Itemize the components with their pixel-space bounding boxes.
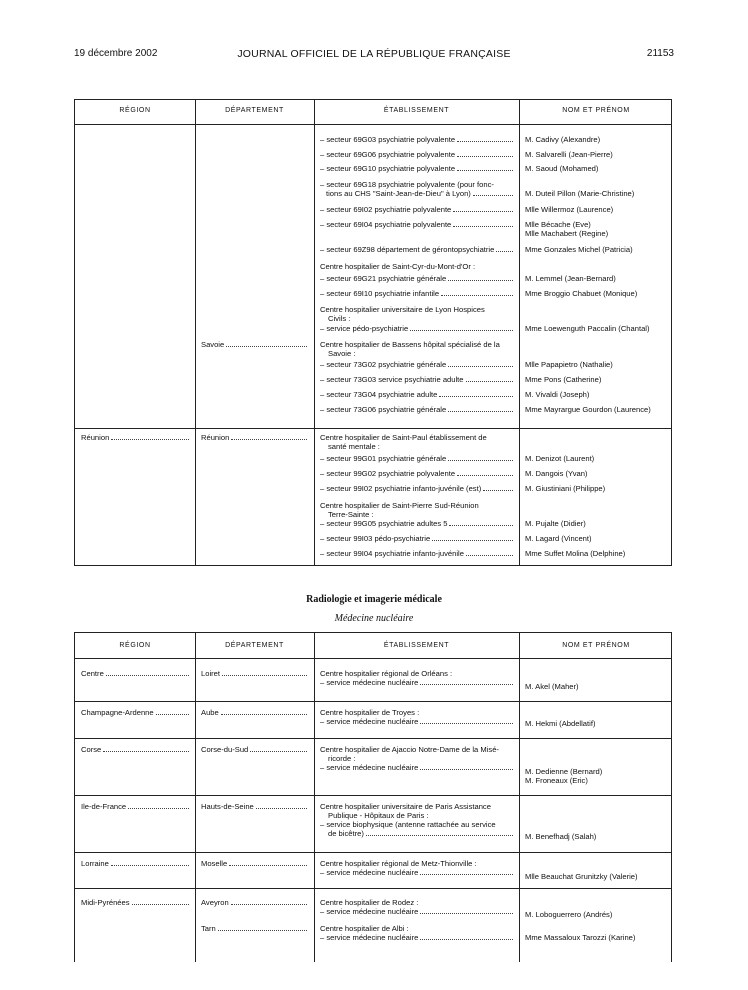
leader-dots <box>156 708 189 715</box>
etablissement-cell: Centre hospitalier de Saint-Pierre Sud-Réunion <box>320 501 479 510</box>
etablissement-cell <box>320 274 515 283</box>
name-cell: M. Saoud (Mohamed) <box>525 164 599 173</box>
etablissement-cell-cont-text: – service médecine nucléaire <box>320 763 419 772</box>
leader-dots <box>103 745 189 752</box>
etablissement-cell: – secteur 69G18 psychiatrie polyvalente (pour fonc- <box>320 180 494 189</box>
leader-dots <box>483 484 513 491</box>
departement-cell <box>201 898 309 907</box>
etablissement-cell: Centre hospitalier de Albi : <box>320 924 409 933</box>
column-header-etablissement: ÉTABLISSEMENT <box>383 642 450 649</box>
column-header-etablissement: ÉTABLISSEMENT <box>383 107 450 114</box>
departement-cell-text: Loiret <box>201 669 220 678</box>
etablissement-cell: Centre hospitalier de Saint-Paul établissement de <box>320 433 487 442</box>
etablissement-cell: Centre hospitalier universitaire de Lyon Hospices <box>320 305 485 314</box>
region-cell <box>81 898 191 907</box>
leader-dots <box>231 898 307 905</box>
etablissement-cell-text: – secteur 73G06 psychiatrie générale <box>320 405 447 414</box>
name-cell: M. Lemmel (Jean-Bernard) <box>525 274 616 283</box>
leader-dots <box>128 802 189 809</box>
etablissement-cell-cont: Savoie : <box>328 349 356 358</box>
name-cell: M. Froneaux (Eric) <box>525 776 588 785</box>
etablissement-cell-cont <box>320 933 515 942</box>
etablissement-cell <box>320 534 515 543</box>
column-header-region: RÉGION <box>119 642 151 649</box>
name-cell: Mme Loewenguth Paccalin (Chantal) <box>525 324 650 333</box>
leader-dots <box>448 274 513 281</box>
region-cell-text: Corse <box>81 745 102 754</box>
etablissement-cell: Centre hospitalier universitaire de Paris Assistance <box>320 802 491 811</box>
region-cell-text: Midi-Pyrénées <box>81 898 130 907</box>
leader-dots <box>366 829 513 836</box>
departement-cell-text: Réunion <box>201 433 230 442</box>
leader-dots <box>473 189 513 196</box>
region-cell-text: Champagne-Ardenne <box>81 708 154 717</box>
etablissement-cell-cont-text: de bicêtre) <box>328 829 364 838</box>
etablissement-cell <box>320 245 515 254</box>
region-cell <box>81 745 191 754</box>
etablissement-cell-text: – secteur 73G02 psychiatrie générale <box>320 360 447 369</box>
leader-dots <box>457 135 513 142</box>
leader-dots <box>457 469 513 476</box>
etablissement-cell <box>320 469 515 478</box>
etablissement-cell-cont <box>320 907 515 916</box>
etablissement-cell-cont <box>320 868 515 877</box>
etablissement-cell: Centre hospitalier régional de Orléans : <box>320 669 453 678</box>
departement-cell <box>201 924 309 933</box>
name-cell: M. Benefhadj (Salah) <box>525 832 597 841</box>
etablissement-cell-cont: – service biophysique (antenne rattachée au service <box>320 820 496 829</box>
etablissement-cell <box>320 205 515 214</box>
name-cell: Mme Pons (Catherine) <box>525 375 602 384</box>
departement-cell-text: Moselle <box>201 859 228 868</box>
leader-dots <box>106 669 189 676</box>
region-cell <box>81 859 191 868</box>
region-cell-text: Ile-de-France <box>81 802 127 811</box>
etablissement-cell-text: – secteur 69G10 psychiatrie polyvalente <box>320 164 456 173</box>
name-cell: M. Lagard (Vincent) <box>525 534 592 543</box>
name-cell: M. Salvarelli (Jean-Pierre) <box>525 150 613 159</box>
departement-cell <box>201 669 309 678</box>
leader-dots <box>420 717 513 724</box>
name-cell: Mme Gonzales Michel (Patricia) <box>525 245 633 254</box>
etablissement-cell-text: – secteur 99I02 psychiatrie infanto-juvénile (est) <box>320 484 482 493</box>
leader-dots <box>250 745 307 752</box>
etablissement-cell-cont <box>328 829 515 838</box>
region-cell <box>81 669 191 678</box>
column-header-departement: DÉPARTEMENT <box>225 642 284 649</box>
name-cell: Mme Mayrargue Gourdon (Laurence) <box>525 405 651 414</box>
leader-dots <box>457 164 513 171</box>
name-cell: Mlle Bécache (Eve) <box>525 220 591 229</box>
leader-dots <box>222 669 307 676</box>
etablissement-cell-text: – secteur 69I02 psychiatrie polyvalente <box>320 205 452 214</box>
leader-dots <box>448 454 513 461</box>
etablissement-cell-cont: ricorde : <box>328 754 356 763</box>
etablissement-cell-text: – secteur 69G06 psychiatrie polyvalente <box>320 150 456 159</box>
etablissement-cell <box>320 375 515 384</box>
region-cell-text: Réunion <box>81 433 110 442</box>
leader-dots <box>226 340 307 347</box>
etablissement-cell <box>320 360 515 369</box>
name-cell: M. Akel (Maher) <box>525 682 579 691</box>
name-cell: M. Vivaldi (Joseph) <box>525 390 590 399</box>
etablissement-cell-cont <box>320 717 515 726</box>
leader-dots <box>448 360 513 367</box>
etablissement-cell-text: – secteur 69Z98 département de gérontopsychiatrie <box>320 245 495 254</box>
etablissement-cell <box>320 135 515 144</box>
etablissement-cell <box>320 484 515 493</box>
name-cell: Mme Suffet Molina (Delphine) <box>525 549 626 558</box>
region-cell <box>81 802 191 811</box>
etablissement-cell: Centre hospitalier de Ajaccio Notre-Dame de la Misé- <box>320 745 499 754</box>
etablissement-cell-cont-text: – service médecine nucléaire <box>320 933 419 942</box>
etablissement-cell-cont-text: – service médecine nucléaire <box>320 868 419 877</box>
name-cell: M. Dangois (Yvan) <box>525 469 588 478</box>
etablissement-cell-text: – secteur 99I04 psychiatrie infanto-juvénile <box>320 549 464 558</box>
name-cell: Mme Broggio Chabuet (Monique) <box>525 289 638 298</box>
etablissement-cell <box>320 220 515 229</box>
name-cell: Mlle Willermoz (Laurence) <box>525 205 614 214</box>
leader-dots <box>448 405 513 412</box>
leader-dots <box>231 433 307 440</box>
etablissement-cell-cont: Terre-Sainte : <box>328 510 374 519</box>
region-cell <box>81 708 191 717</box>
etablissement-cell-cont: santé mentale : <box>328 442 380 451</box>
departement-cell <box>201 802 309 811</box>
leader-dots <box>410 324 513 331</box>
etablissement-cell: Centre hospitalier de Bassens hôpital spécialisé de la <box>320 340 500 349</box>
section-title: Radiologie et imagerie médicale <box>306 594 442 605</box>
leader-dots <box>420 678 513 685</box>
name-cell: M. Dedienne (Bernard) <box>525 767 603 776</box>
departement-cell-text: Savoie <box>201 340 225 349</box>
etablissement-cell-text: – secteur 73G04 psychiatrie adulte <box>320 390 438 399</box>
column-header-nom: NOM ET PRÉNOM <box>562 642 630 649</box>
header-date: 19 décembre 2002 <box>74 48 158 59</box>
name-cell: Mme Massaloux Tarozzi (Karine) <box>525 933 636 942</box>
leader-dots <box>218 924 307 931</box>
etablissement-cell-cont-text: – service médecine nucléaire <box>320 678 419 687</box>
leader-dots <box>420 868 513 875</box>
etablissement-cell-text: – secteur 99G02 psychiatrie polyvalente <box>320 469 456 478</box>
departement-cell <box>201 340 309 349</box>
etablissement-cell-cont <box>320 678 515 687</box>
etablissement-cell-text: – secteur 69G21 psychiatrie générale <box>320 274 447 283</box>
etablissement-cell-cont <box>326 189 515 198</box>
etablissement-cell <box>320 549 515 558</box>
etablissement-cell-text: – secteur 99G05 psychiatrie adultes 5 <box>320 519 448 528</box>
etablissement-cell-cont <box>320 763 515 772</box>
leader-dots <box>420 763 513 770</box>
etablissement-cell-text: – service pédo-psychiatrie <box>320 324 409 333</box>
departement-cell <box>201 708 309 717</box>
etablissement-cell: Centre hospitalier de Troyes : <box>320 708 420 717</box>
name-cell: M. Loboguerrero (Andrés) <box>525 910 613 919</box>
leader-dots <box>439 390 513 397</box>
section-subtitle: Médecine nucléaire <box>334 613 414 624</box>
column-header-region: RÉGION <box>119 107 151 114</box>
departement-cell <box>201 433 309 442</box>
leader-dots <box>466 375 513 382</box>
leader-dots <box>221 708 307 715</box>
leader-dots <box>453 205 513 212</box>
etablissement-cell-cont: Civils : <box>328 314 351 323</box>
etablissement-cell <box>320 150 515 159</box>
name-cell: M. Denizot (Laurent) <box>525 454 595 463</box>
name-cell: M. Pujalte (Didier) <box>525 519 586 528</box>
etablissement-cell <box>320 289 515 298</box>
leader-dots <box>420 907 513 914</box>
leader-dots <box>496 245 513 252</box>
etablissement-cell-text: – secteur 99G01 psychiatrie générale <box>320 454 447 463</box>
departement-cell-text: Aube <box>201 708 219 717</box>
departement-cell-text: Tarn <box>201 924 216 933</box>
leader-dots <box>256 802 307 809</box>
etablissement-cell-cont: Publique - Hôpitaux de Paris : <box>328 811 429 820</box>
name-cell: Mlle Beauchat Grunitzky (Valerie) <box>525 872 638 881</box>
name-cell: Mlle Machabert (Regine) <box>525 229 609 238</box>
etablissement-cell: Centre hospitalier régional de Metz-Thionville : <box>320 859 477 868</box>
departement-cell <box>201 745 309 754</box>
appointments-table-psychiatry <box>74 99 672 566</box>
leader-dots <box>449 519 513 526</box>
departement-cell <box>201 859 309 868</box>
leader-dots <box>420 933 513 940</box>
etablissement-cell-text: – secteur 99I03 pédo-psychiatrie <box>320 534 431 543</box>
name-cell: M. Duteil Pillon (Marie-Christine) <box>525 189 635 198</box>
leader-dots <box>457 150 513 157</box>
column-header-departement: DÉPARTEMENT <box>225 107 284 114</box>
leader-dots <box>441 289 513 296</box>
region-cell <box>81 433 191 442</box>
name-cell: M. Hekmi (Abdellatif) <box>525 719 596 728</box>
etablissement-cell <box>320 324 515 333</box>
appointments-table-nuclear-medicine <box>74 632 672 962</box>
etablissement-cell: Centre hospitalier de Saint-Cyr-du-Mont-d'Or : <box>320 262 476 271</box>
etablissement-cell-cont-text: tions au CHS "Saint-Jean-de-Dieu" à Lyon) <box>326 189 471 198</box>
leader-dots <box>432 534 513 541</box>
etablissement-cell-text: – secteur 69G03 psychiatrie polyvalente <box>320 135 456 144</box>
etablissement-cell-text: – secteur 73G03 service psychiatrie adulte <box>320 375 464 384</box>
etablissement-cell-cont-text: – service médecine nucléaire <box>320 717 419 726</box>
region-cell-text: Lorraine <box>81 859 109 868</box>
journal-title: JOURNAL OFFICIEL DE LA RÉPUBLIQUE FRANÇAISE <box>237 48 511 60</box>
etablissement-cell <box>320 519 515 528</box>
etablissement-cell <box>320 454 515 463</box>
page-number: 21153 <box>646 48 674 59</box>
leader-dots <box>132 898 189 905</box>
leader-dots <box>466 549 513 556</box>
etablissement-cell <box>320 405 515 414</box>
leader-dots <box>453 220 513 227</box>
leader-dots <box>229 859 307 866</box>
departement-cell-text: Aveyron <box>201 898 229 907</box>
name-cell: Mlle Papapietro (Nathalie) <box>525 360 613 369</box>
leader-dots <box>111 433 189 440</box>
etablissement-cell <box>320 164 515 173</box>
etablissement-cell-cont-text: – service médecine nucléaire <box>320 907 419 916</box>
etablissement-cell <box>320 390 515 399</box>
etablissement-cell-text: – secteur 69I10 psychiatrie infantile <box>320 289 440 298</box>
leader-dots <box>111 859 189 866</box>
name-cell: M. Cadivy (Alexandre) <box>525 135 601 144</box>
departement-cell-text: Hauts-de-Seine <box>201 802 254 811</box>
departement-cell-text: Corse-du-Sud <box>201 745 249 754</box>
etablissement-cell-text: – secteur 69I04 psychiatrie polyvalente <box>320 220 452 229</box>
region-cell-text: Centre <box>81 669 104 678</box>
column-header-nom: NOM ET PRÉNOM <box>562 107 630 114</box>
name-cell: M. Giustiniani (Philippe) <box>525 484 606 493</box>
etablissement-cell: Centre hospitalier de Rodez : <box>320 898 419 907</box>
